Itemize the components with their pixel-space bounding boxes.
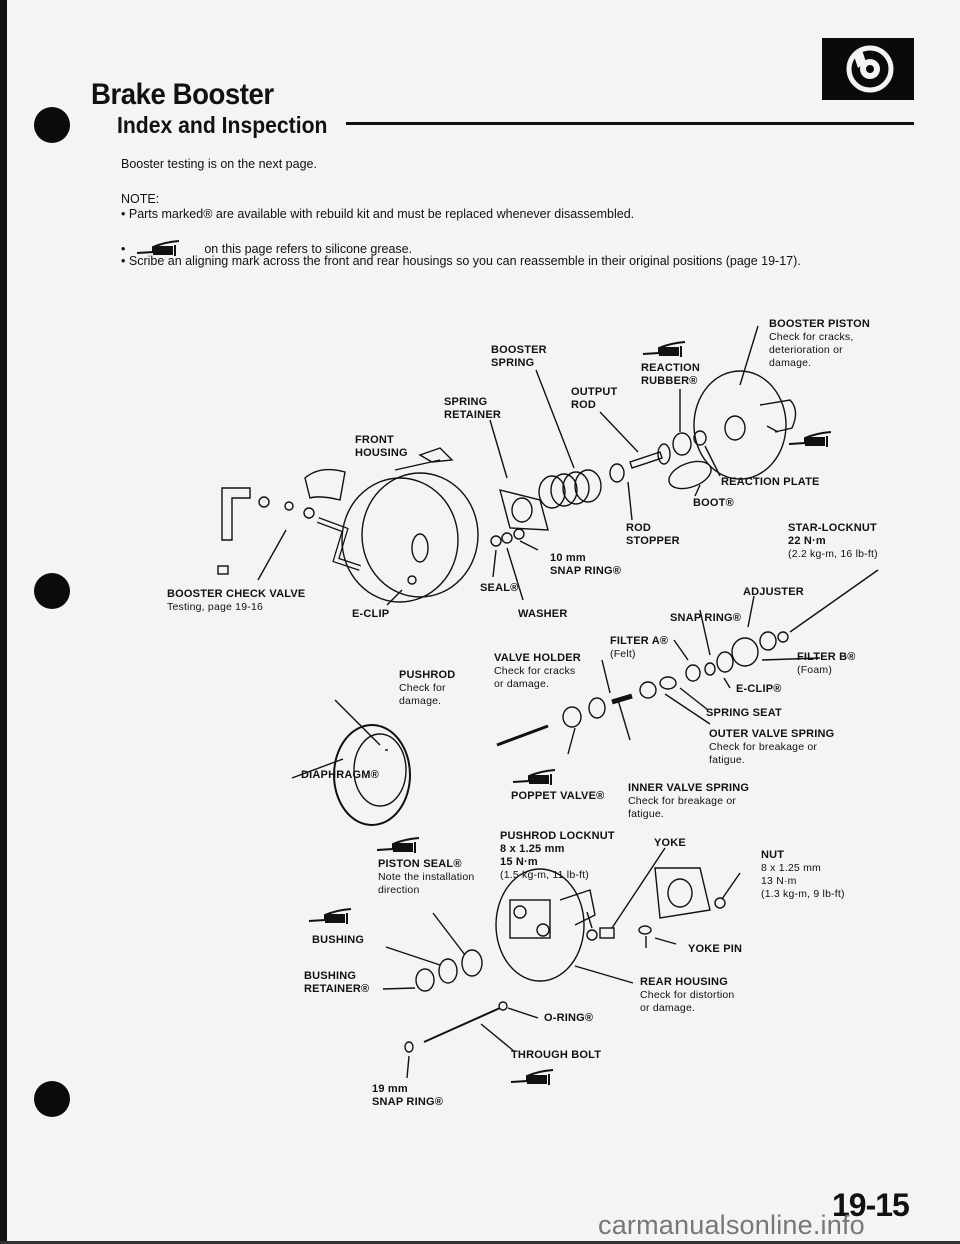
label-o-ring: O-RING®	[544, 1012, 594, 1024]
label-reaction-rubber: REACTION RUBBER®	[641, 362, 701, 387]
label-yoke: YOKE	[654, 837, 686, 849]
label-10mm-snap-ring: 10 mm SNAP RING®	[550, 552, 622, 577]
note-item: • Parts marked® are available with rebuild kit and must be replaced whenever disassembled.	[121, 207, 635, 221]
label-poppet-valve: POPPET VALVE®	[511, 790, 605, 802]
label-boot: BOOT®	[693, 497, 734, 509]
page-title: Brake Booster	[91, 78, 274, 111]
note-item: • on this page refers to silicone grease.	[121, 235, 412, 256]
label-e-clip: E-CLIP	[352, 608, 390, 620]
label-filter-a: FILTER A® (Felt)	[610, 635, 669, 660]
label-seal: SEAL®	[480, 582, 519, 594]
label-spring-seat: SPRING SEAT	[706, 707, 782, 719]
label-front-housing: FRONT HOUSING	[355, 434, 408, 459]
label-booster-piston: BOOSTER PISTON Check for cracks, deterioration or damage.	[769, 318, 870, 369]
grease-icon	[511, 768, 573, 786]
label-rear-housing: REAR HOUSING Check for distortion or damage.	[640, 976, 735, 1014]
note-item: • Scribe an aligning mark across the front and rear housings so you can reassemble in their original positions (page 19-17).	[121, 254, 801, 268]
label-snap-ring: SNAP RING®	[670, 612, 742, 624]
grease-icon	[641, 340, 703, 358]
grease-icon	[375, 836, 437, 854]
label-adjuster: ADJUSTER	[743, 586, 804, 598]
label-booster-spring: BOOSTER SPRING	[491, 344, 547, 369]
label-outer-valve-spring: OUTER VALVE SPRING Check for breakage or fatigue.	[709, 728, 835, 766]
label-star-locknut: STAR-LOCKNUT 22 N·m (2.2 kg-m, 16 lb-ft)	[788, 522, 878, 560]
grease-icon	[787, 430, 849, 448]
label-yoke-pin: YOKE PIN	[688, 943, 743, 955]
note-text: Parts marked® are available with rebuild kit and must be replaced whenever disassembled.	[128, 207, 635, 221]
label-spring-retainer: SPRING RETAINER	[444, 396, 502, 421]
grease-icon	[509, 1068, 571, 1086]
label-washer: WASHER	[518, 608, 568, 620]
page-number: 19-15	[832, 1187, 909, 1223]
note-text: on this page refers to silicone grease.	[204, 242, 413, 256]
label-rod-stopper: ROD STOPPER	[626, 522, 680, 547]
label-reaction-plate: REACTION PLATE	[721, 476, 820, 488]
label-pushrod-locknut: PUSHROD LOCKNUT 8 x 1.25 mm 15 N·m (1.5 kg-m, 11 lb-ft)	[500, 830, 615, 881]
label-booster-check-valve: BOOSTER CHECK VALVE Testing, page 19-16	[167, 588, 306, 613]
note-label: NOTE:	[121, 192, 160, 206]
label-19mm-snap-ring: 19 mm SNAP RING®	[372, 1083, 444, 1108]
label-nut: NUT 8 x 1.25 mm 13 N·m (1.3 kg-m, 9 lb-ft)	[761, 849, 845, 900]
label-bushing-retainer: BUSHING RETAINER®	[304, 970, 370, 995]
label-pushrod: PUSHROD Check for damage.	[399, 669, 456, 707]
label-e-clip-2: E-CLIP®	[736, 683, 782, 695]
label-valve-holder: VALVE HOLDER Check for cracks or damage.	[494, 652, 581, 690]
grease-icon	[307, 907, 369, 925]
label-bushing: BUSHING	[312, 934, 365, 946]
watermark: carmanualsonline.info	[598, 1210, 865, 1240]
label-output-rod: OUTPUT ROD	[571, 386, 618, 411]
intro-text: Booster testing is on the next page.	[121, 157, 317, 171]
label-through-bolt: THROUGH BOLT	[511, 1049, 602, 1061]
section-title: Index and Inspection	[117, 112, 328, 138]
note-text: Scribe an aligning mark across the front and rear housings so you can reassemble in their original positions (page 19-17).	[128, 254, 801, 268]
label-piston-seal: PISTON SEAL® Note the installation direction	[378, 858, 475, 896]
label-inner-valve-spring: INNER VALVE SPRING Check for breakage or fatigue.	[628, 782, 750, 820]
label-diaphragm: DIAPHRAGM®	[301, 769, 379, 781]
label-filter-b: FILTER B® (Foam)	[797, 651, 856, 676]
